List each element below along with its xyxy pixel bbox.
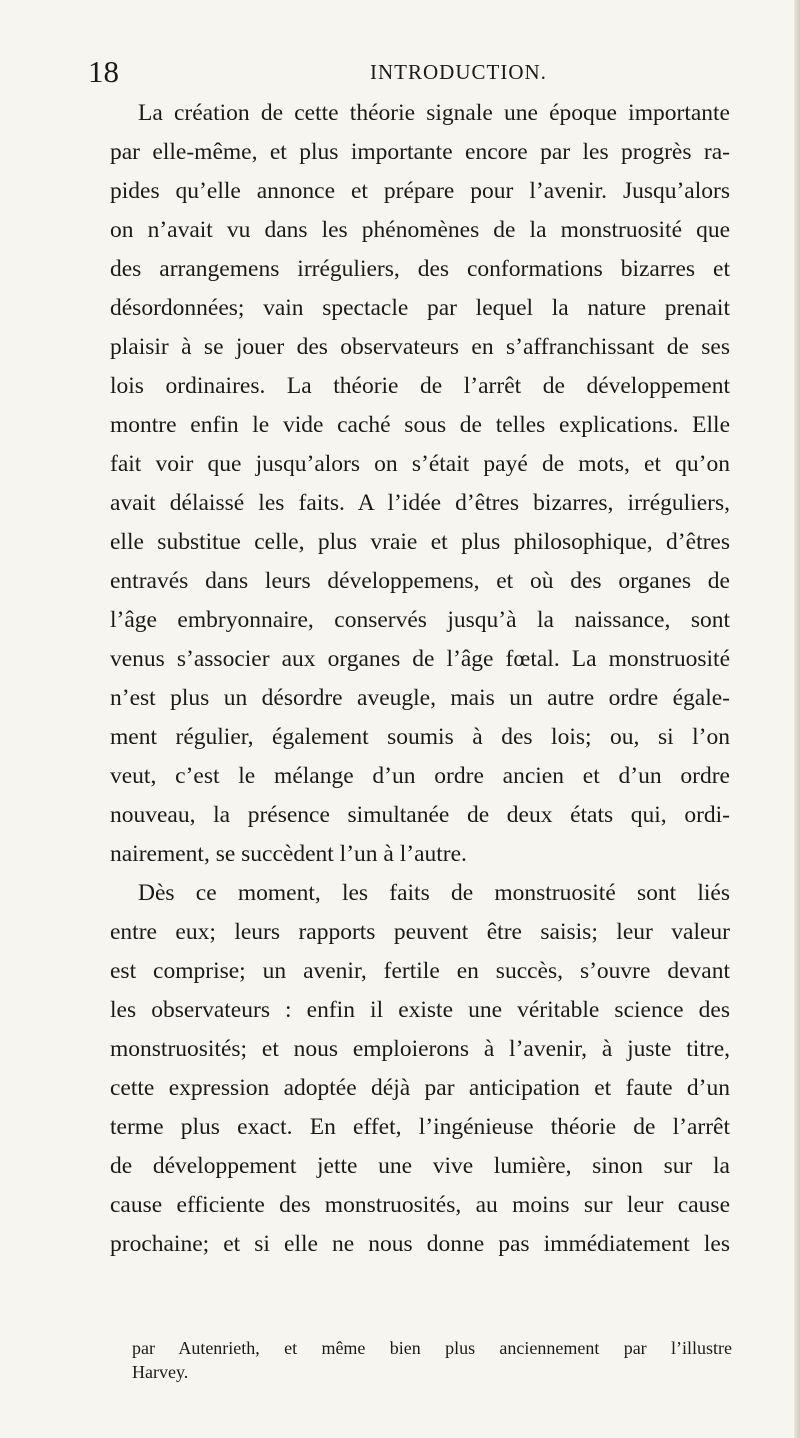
- text-line: nouveau, la présence simultanée de deux états qui, ordi-: [110, 802, 730, 828]
- text-line: cause efficiente des monstruosités, au moins sur leur cause: [110, 1192, 730, 1218]
- text-line: entravés dans leurs développemens, et où des organes de: [110, 568, 730, 594]
- text-line: veut, c’est le mélange d’un ordre ancien et d’un ordre: [110, 763, 730, 789]
- text-line: avait délaissé les faits. A l’idée d’êtres bizarres, irréguliers,: [110, 490, 730, 516]
- text-line: venus s’associer aux organes de l’âge fœtal. La monstruosité: [110, 646, 730, 672]
- text-line: on n’avait vu dans les phénomènes de la monstruosité que: [110, 217, 730, 243]
- text-line: La création de cette théorie signale une époque importante: [138, 100, 730, 126]
- text-line: terme plus exact. En effet, l’ingénieuse théorie de l’arrêt: [110, 1114, 730, 1140]
- page-header: [88, 52, 708, 92]
- page-edge: [794, 0, 800, 1438]
- body-text: [110, 94, 730, 1264]
- footnote-line: par Autenrieth, et même bien plus anciennement par l’illustre: [132, 1338, 732, 1358]
- running-head: INTRODUCTION.: [370, 60, 547, 84]
- text-line: fait voir que jusqu’alors on s’était payé de mots, et qu’on: [110, 451, 730, 477]
- text-line: elle substitue celle, plus vraie et plus philosophique, d’êtres: [110, 529, 730, 555]
- text-line: par elle-même, et plus importante encore par les progrès ra-: [110, 139, 730, 165]
- text-line: plaisir à se jouer des observateurs en s’affranchissant de ses: [110, 334, 730, 360]
- text-line: des arrangemens irréguliers, des conformations bizarres et: [110, 256, 730, 282]
- page-number: 18: [88, 54, 119, 89]
- text-line: pides qu’elle annonce et prépare pour l’avenir. Jusqu’alors: [110, 178, 730, 204]
- footnote: [132, 1336, 732, 1384]
- text-line: de développement jette une vive lumière, sinon sur la: [110, 1153, 730, 1179]
- text-line: l’âge embryonnaire, conservés jusqu’à la naissance, sont: [110, 607, 730, 633]
- text-line: désordonnées; vain spectacle par lequel la nature prenait: [110, 295, 730, 321]
- text-line: ment régulier, également soumis à des lois; ou, si l’on: [110, 724, 730, 750]
- text-line: cette expression adoptée déjà par anticipation et faute d’un: [110, 1075, 730, 1101]
- text-line: Dès ce moment, les faits de monstruosité sont liés: [138, 880, 730, 906]
- text-line: montre enfin le vide caché sous de telles explications. Elle: [110, 412, 730, 438]
- text-line: les observateurs : enfin il existe une véritable science des: [110, 997, 730, 1023]
- text-line: prochaine; et si elle ne nous donne pas immédiatement les: [110, 1231, 730, 1257]
- text-line: entre eux; leurs rapports peuvent être saisis; leur valeur: [110, 919, 730, 945]
- text-line: n’est plus un désordre aveugle, mais un autre ordre égale-: [110, 685, 730, 711]
- text-line: est comprise; un avenir, fertile en succès, s’ouvre devant: [110, 958, 730, 984]
- text-line: nairement, se succèdent l’un à l’autre.: [110, 841, 467, 867]
- text-line: monstruosités; et nous emploierons à l’avenir, à juste titre,: [110, 1036, 730, 1062]
- text-line: lois ordinaires. La théorie de l’arrêt de développement: [110, 373, 730, 399]
- footnote-line: Harvey.: [132, 1362, 189, 1382]
